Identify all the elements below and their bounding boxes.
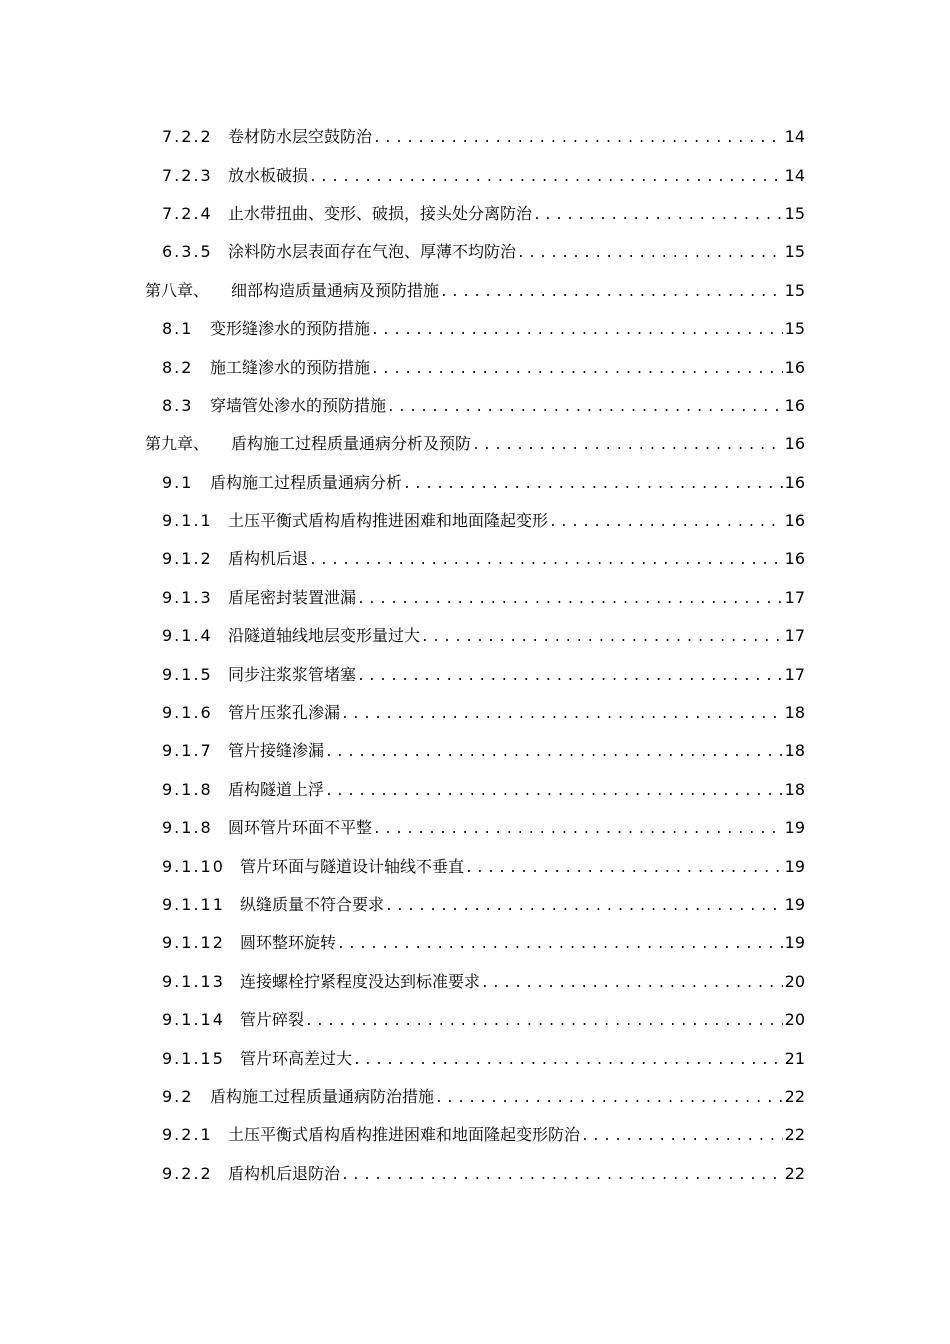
toc-entry-body [162, 1049, 805, 1071]
toc-entry-body [162, 895, 805, 917]
toc-dot-leader [353, 1051, 783, 1071]
toc-entry[interactable] [0, 1040, 950, 1078]
toc-entry-body [162, 1010, 805, 1032]
toc-entry-number: 9.1.7 [162, 741, 213, 761]
toc-entry-body [162, 857, 805, 879]
toc-entry-number: 9.2 [162, 1086, 194, 1106]
toc-entry-number: 9.1.13 [162, 971, 225, 991]
toc-entry[interactable] [0, 426, 950, 464]
toc-entry-number: 9.1.8 [162, 818, 213, 838]
toc-dot-leader [581, 1127, 783, 1147]
toc-entry-body [162, 818, 805, 840]
toc-entry[interactable] [0, 656, 950, 694]
toc-entry-title: 连接螺栓拧紧程度没达到标准要求 [240, 971, 481, 991]
toc-entry[interactable] [0, 119, 950, 157]
toc-entry[interactable] [0, 1002, 950, 1040]
toc-entry[interactable] [0, 541, 950, 579]
toc-entry-number: 9.1.10 [162, 856, 225, 876]
toc-entry[interactable] [0, 1117, 950, 1155]
toc-entry-body [162, 204, 805, 226]
toc-entry-number: 9.1.6 [162, 703, 213, 723]
toc-entry-title: 穿墙管处渗水的预防措施 [210, 395, 387, 415]
toc-entry-body [162, 1087, 805, 1109]
toc-entry-number: 7.2.2 [162, 127, 213, 147]
toc-entry-number: 9.1.8 [162, 779, 213, 799]
toc-entry-number: 9.1.1 [162, 511, 213, 531]
toc-entry-body [162, 665, 805, 687]
toc-entry[interactable] [0, 157, 950, 195]
toc-entry-body [162, 473, 805, 495]
toc-entry-number: 9.1.3 [162, 587, 213, 607]
toc-entry[interactable] [0, 388, 950, 426]
toc-entry-number: 8.1 [162, 319, 194, 339]
toc-entry[interactable] [0, 465, 950, 503]
toc-entry-title: 盾构机后退防治 [228, 1163, 341, 1183]
toc-page-number: 20 [784, 1010, 805, 1030]
toc-entry-body [162, 127, 805, 149]
toc-dot-leader [341, 705, 783, 725]
toc-entry-title: 沿隧道轴线地层变形量过大 [228, 626, 421, 646]
toc-dot-leader [325, 782, 783, 802]
toc-entry-number: 9.1.15 [162, 1048, 225, 1068]
toc-entry-title: 涂料防水层表面存在气泡、厚薄不均防治 [228, 242, 517, 262]
toc-entry-body [162, 626, 805, 648]
table-of-contents [0, 119, 950, 1194]
toc-dot-leader [481, 974, 783, 994]
toc-entry[interactable] [0, 349, 950, 387]
toc-entry-body [162, 511, 805, 533]
toc-entry[interactable] [0, 810, 950, 848]
toc-dot-leader [357, 667, 783, 687]
toc-dot-leader [387, 398, 783, 418]
toc-entry-title: 圆环管片环面不平整 [228, 818, 373, 838]
toc-entry-number: 9.1.11 [162, 895, 225, 914]
toc-entry-title: 细部构造质量通病及预防措施 [231, 280, 440, 300]
toc-entry[interactable] [0, 887, 950, 925]
toc-entry-title: 变形缝渗水的预防措施 [210, 319, 371, 339]
toc-entry-number: 9.1.14 [162, 1010, 225, 1030]
toc-dot-leader [472, 436, 783, 456]
toc-entry-number: 6.3.5 [162, 242, 213, 262]
toc-dot-leader [337, 935, 783, 955]
toc-dot-leader [533, 206, 783, 226]
toc-entry-title: 盾构机后退 [228, 549, 309, 569]
toc-entry-number: 9.1.4 [162, 626, 213, 646]
toc-dot-leader [421, 628, 783, 648]
toc-entry-body [162, 242, 805, 264]
toc-entry-number: 8.2 [162, 357, 194, 377]
toc-page-number: 15 [784, 203, 805, 223]
toc-entry-body [162, 319, 805, 341]
toc-entry-title: 放水板破损 [228, 165, 309, 185]
toc-page-number: 18 [784, 741, 805, 761]
toc-page-number: 19 [784, 895, 805, 914]
toc-entry-title: 土压平衡式盾构盾构推进困难和地面隆起变形防治 [228, 1125, 581, 1145]
toc-entry[interactable] [0, 964, 950, 1002]
toc-dot-leader [373, 820, 783, 840]
toc-entry-title: 管片接缝渗漏 [228, 741, 325, 761]
toc-page-number: 16 [784, 434, 805, 454]
toc-page-number: 18 [784, 779, 805, 799]
toc-page-number: 21 [784, 1048, 805, 1068]
toc-entry-number: 9.2.1 [162, 1125, 213, 1145]
toc-page-number: 16 [784, 472, 805, 492]
toc-page-number: 22 [784, 1163, 805, 1183]
toc-entry[interactable] [0, 311, 950, 349]
toc-entry-title: 盾构隧道上浮 [228, 779, 325, 799]
toc-entry[interactable] [0, 1079, 950, 1117]
toc-entry-body [162, 588, 805, 610]
toc-entry[interactable] [0, 618, 950, 656]
toc-dot-leader [517, 244, 783, 264]
toc-dot-leader [309, 168, 783, 188]
toc-entry[interactable] [0, 1156, 950, 1194]
toc-entry-body [162, 549, 805, 571]
toc-page-number: 17 [784, 626, 805, 646]
toc-page-number: 22 [784, 1086, 805, 1106]
toc-page-number: 20 [784, 971, 805, 991]
toc-dot-leader [305, 1012, 783, 1032]
toc-entry-number: 9.2.2 [162, 1163, 213, 1183]
toc-page-number: 16 [784, 357, 805, 377]
toc-dot-leader [373, 129, 783, 149]
toc-page-number: 16 [784, 395, 805, 415]
toc-entry-number: 9.1 [162, 472, 194, 492]
toc-entry-title: 盾尾密封装置泄漏 [228, 587, 357, 607]
toc-entry-body [145, 281, 805, 303]
toc-page-number: 18 [784, 703, 805, 723]
toc-entry-title: 管片环面与隧道设计轴线不垂直 [240, 856, 465, 876]
toc-entry[interactable] [0, 772, 950, 810]
toc-dot-leader [549, 513, 783, 533]
toc-entry[interactable] [0, 695, 950, 733]
toc-page-number: 14 [784, 127, 805, 147]
toc-entry-title: 土压平衡式盾构盾构推进困难和地面隆起变形 [228, 511, 549, 531]
toc-dot-leader [385, 897, 783, 917]
toc-entry-number: 9.1.2 [162, 549, 213, 569]
toc-entry-title: 施工缝渗水的预防措施 [210, 357, 371, 377]
toc-entry[interactable] [0, 848, 950, 886]
toc-entry-body [162, 972, 805, 994]
toc-entry[interactable] [0, 234, 950, 272]
toc-dot-leader [357, 590, 783, 610]
toc-entry-number: 9.1.12 [162, 933, 225, 953]
toc-entry-number: 第八章、 [145, 280, 210, 300]
toc-entry-body [162, 703, 805, 725]
toc-entry[interactable] [0, 733, 950, 771]
toc-entry[interactable] [0, 925, 950, 963]
toc-dot-leader [403, 475, 783, 495]
toc-entry-title: 管片压浆孔渗漏 [228, 703, 341, 723]
toc-entry-title: 管片碎裂 [240, 1010, 305, 1030]
toc-entry-body [162, 780, 805, 802]
toc-dot-leader [440, 283, 783, 303]
toc-dot-leader [325, 743, 783, 763]
toc-entry-title: 同步注浆浆管堵塞 [228, 664, 357, 684]
toc-page-number: 17 [784, 664, 805, 684]
toc-page-number: 19 [784, 856, 805, 876]
toc-entry-title: 卷材防水层空鼓防治 [228, 127, 373, 147]
toc-entry-title: 纵缝质量不符合要求 [240, 895, 385, 914]
toc-page-number: 16 [784, 511, 805, 531]
toc-dot-leader [309, 551, 783, 571]
toc-page-number: 15 [784, 280, 805, 300]
toc-dot-leader [341, 1166, 783, 1186]
toc-entry-body [162, 166, 805, 188]
toc-entry-body [145, 434, 805, 456]
toc-entry-title: 盾构施工过程质量通病防治措施 [210, 1086, 435, 1106]
toc-entry-body [162, 358, 805, 380]
toc-entry-body [162, 1164, 805, 1186]
toc-page-number: 15 [784, 242, 805, 262]
toc-entry[interactable] [0, 273, 950, 311]
toc-entry-number: 7.2.4 [162, 203, 213, 223]
toc-page-number: 15 [784, 319, 805, 339]
toc-dot-leader [465, 859, 783, 879]
toc-entry-number: 9.1.5 [162, 664, 213, 684]
toc-entry-title: 盾构施工过程质量通病分析及预防 [231, 434, 472, 454]
toc-entry[interactable] [0, 580, 950, 618]
toc-entry-body [162, 741, 805, 763]
toc-entry-title: 止水带扭曲、变形、破损，接头处分离防治 [228, 203, 533, 223]
toc-page-number: 19 [784, 818, 805, 838]
toc-entry-title: 圆环整环旋转 [240, 933, 337, 953]
toc-entry-body [162, 396, 805, 418]
toc-entry-title: 管片环高差过大 [240, 1048, 353, 1068]
toc-entry-number: 7.2.3 [162, 165, 213, 185]
toc-entry[interactable] [0, 196, 950, 234]
toc-entry[interactable] [0, 503, 950, 541]
toc-page-number: 19 [784, 933, 805, 953]
toc-page-number: 17 [784, 587, 805, 607]
toc-dot-leader [371, 321, 783, 341]
toc-dot-leader [371, 360, 783, 380]
toc-entry-title: 盾构施工过程质量通病分析 [210, 472, 403, 492]
toc-page-number: 16 [784, 549, 805, 569]
toc-entry-body [162, 933, 805, 955]
toc-entry-body [162, 1125, 805, 1147]
toc-entry-number: 第九章、 [145, 434, 210, 454]
toc-entry-number: 8.3 [162, 395, 194, 415]
toc-dot-leader [435, 1089, 783, 1109]
toc-page-number: 22 [784, 1125, 805, 1145]
toc-page-number: 14 [784, 165, 805, 185]
